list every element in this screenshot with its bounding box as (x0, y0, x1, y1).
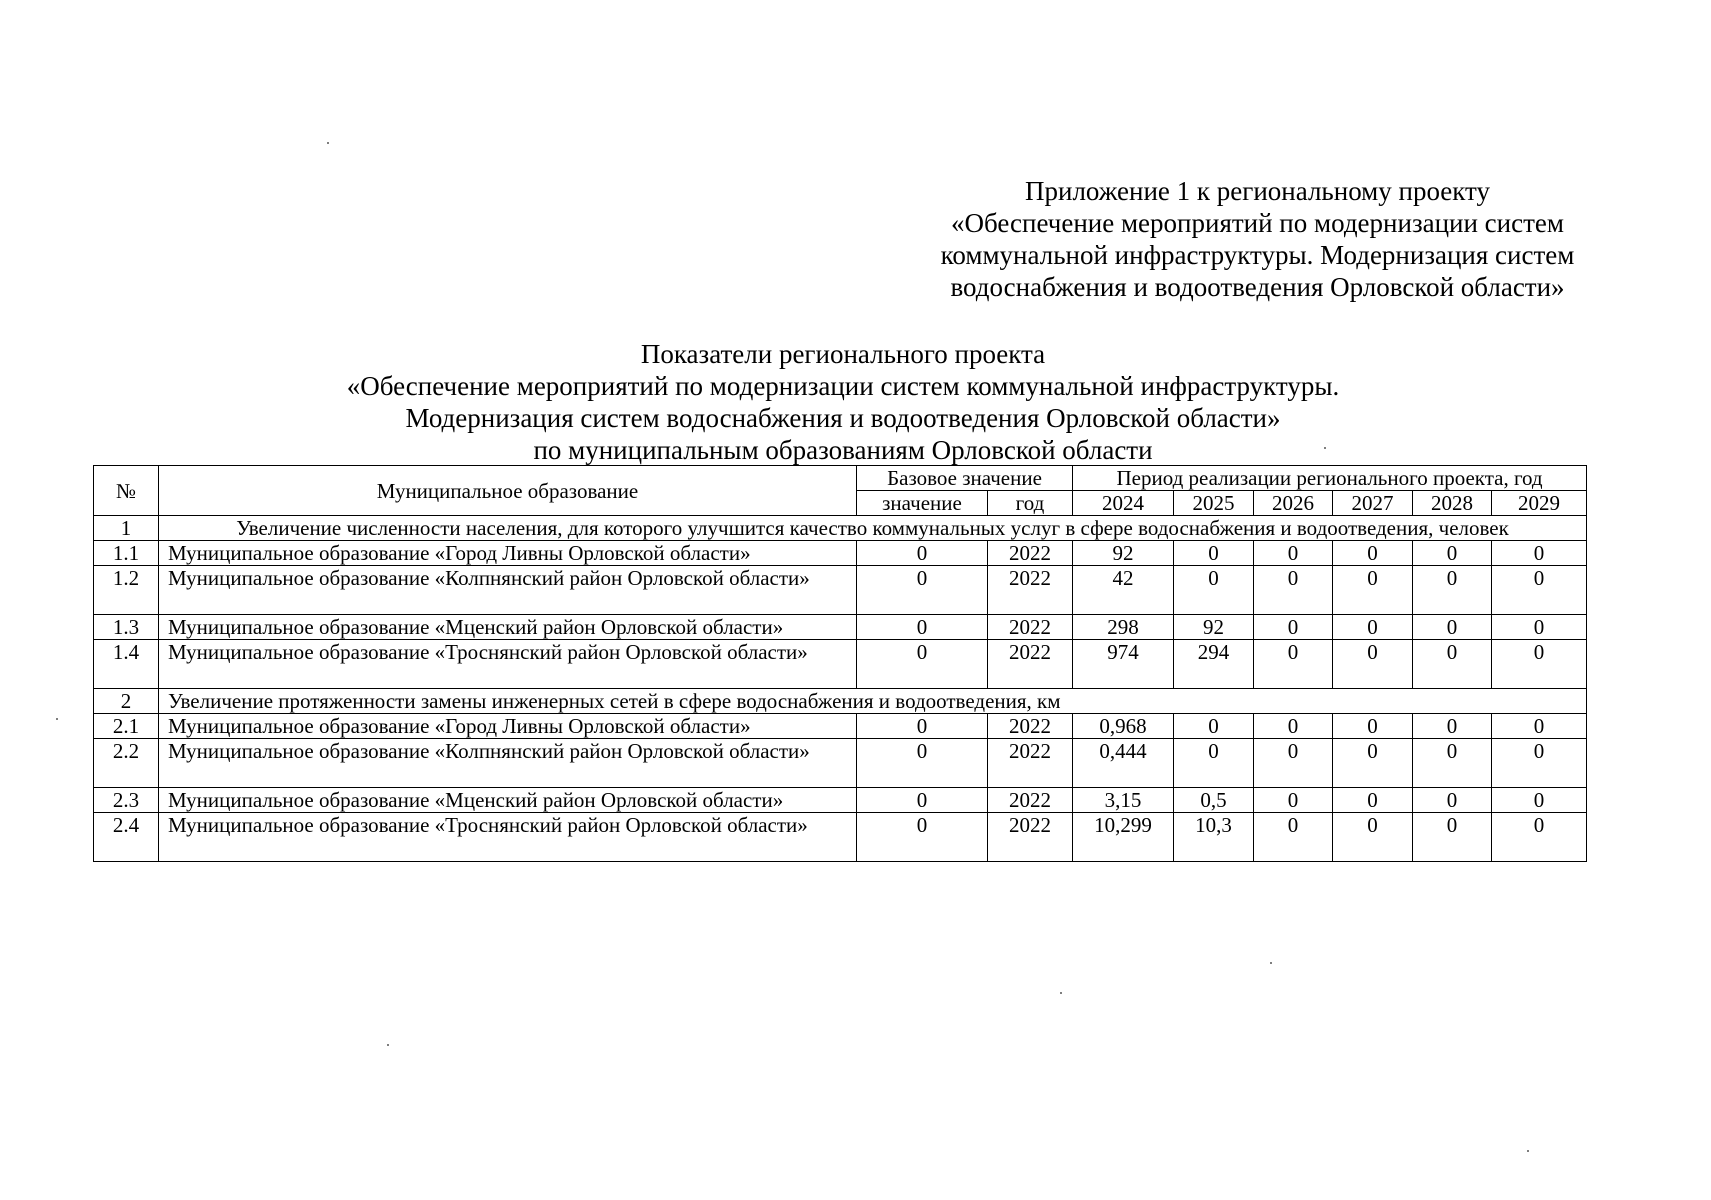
row-value-2027: 0 (1333, 739, 1413, 788)
section-num: 2 (94, 689, 159, 714)
row-value-2025: 10,3 (1174, 813, 1254, 862)
row-municipality: Муниципальное образование «Мценский район Орловской области» (159, 615, 857, 640)
row-num: 1.4 (94, 640, 159, 689)
row-value-2024: 0,968 (1073, 714, 1174, 739)
scan-speck (1060, 992, 1062, 994)
row-value-2024: 92 (1073, 541, 1174, 566)
row-value-2027: 0 (1333, 640, 1413, 689)
table-row (94, 566, 1587, 615)
row-value-2025: 0,5 (1174, 788, 1254, 813)
title-line: по муниципальным образованиям Орловской области (533, 435, 1153, 465)
row-value-2025: 0 (1174, 541, 1254, 566)
row-value-2025: 0 (1174, 714, 1254, 739)
row-base-value: 0 (857, 739, 988, 788)
table-body (94, 516, 1587, 862)
row-base-year: 2022 (988, 813, 1073, 862)
document-title (93, 338, 1593, 466)
row-base-value: 0 (857, 788, 988, 813)
scan-speck (1527, 1150, 1529, 1152)
row-value-2028: 0 (1413, 615, 1492, 640)
row-value-2024: 0,444 (1073, 739, 1174, 788)
row-base-year: 2022 (988, 541, 1073, 566)
row-value-2028: 0 (1413, 541, 1492, 566)
row-value-2028: 0 (1413, 788, 1492, 813)
appendix-line: водоснабжения и водоотведения Орловской области» (950, 272, 1565, 302)
row-value-2027: 0 (1333, 714, 1413, 739)
header-year-2024: 2024 (1073, 491, 1174, 516)
row-value-2026: 0 (1254, 566, 1333, 615)
header-value: значение (857, 491, 988, 516)
row-base-year: 2022 (988, 640, 1073, 689)
row-value-2027: 0 (1333, 615, 1413, 640)
scan-speck (327, 142, 329, 144)
row-base-value: 0 (857, 566, 988, 615)
row-num: 2.3 (94, 788, 159, 813)
row-value-2024: 42 (1073, 566, 1174, 615)
row-value-2024: 974 (1073, 640, 1174, 689)
row-municipality: Муниципальное образование «Город Ливны Орловской области» (159, 714, 857, 739)
row-municipality: Муниципальное образование «Мценский район Орловской области» (159, 788, 857, 813)
table-row (94, 615, 1587, 640)
header-year-2027: 2027 (1333, 491, 1413, 516)
row-value-2025: 294 (1174, 640, 1254, 689)
row-value-2027: 0 (1333, 566, 1413, 615)
row-value-2029: 0 (1492, 541, 1587, 566)
scan-speck (56, 718, 58, 720)
row-base-value: 0 (857, 714, 988, 739)
header-period-group: Период реализации регионального проекта, год (1073, 466, 1587, 491)
section-row (94, 516, 1587, 541)
row-value-2024: 3,15 (1073, 788, 1174, 813)
table-header (94, 466, 1587, 516)
row-value-2026: 0 (1254, 813, 1333, 862)
header-year-2028: 2028 (1413, 491, 1492, 516)
row-value-2027: 0 (1333, 813, 1413, 862)
title-line: Показатели регионального проекта (640, 339, 1046, 369)
row-municipality: Муниципальное образование «Колпнянский район Орловской области» (159, 739, 857, 788)
row-value-2028: 0 (1413, 739, 1492, 788)
row-base-value: 0 (857, 615, 988, 640)
header-municipality: Муниципальное образование (159, 466, 857, 516)
row-num: 2.4 (94, 813, 159, 862)
table-row (94, 714, 1587, 739)
section-title: Увеличение численности населения, для которого улучшится качество коммунальных услуг в сфере водоснабжения и водоотведения, человек (159, 516, 1587, 541)
row-num: 1.2 (94, 566, 159, 615)
row-value-2024: 10,299 (1073, 813, 1174, 862)
row-base-year: 2022 (988, 566, 1073, 615)
row-base-value: 0 (857, 813, 988, 862)
row-num: 1.3 (94, 615, 159, 640)
header-year-2025: 2025 (1174, 491, 1254, 516)
scan-speck (1270, 962, 1272, 964)
row-value-2029: 0 (1492, 566, 1587, 615)
row-base-year: 2022 (988, 739, 1073, 788)
row-value-2024: 298 (1073, 615, 1174, 640)
table-row (94, 640, 1587, 689)
row-value-2029: 0 (1492, 640, 1587, 689)
header-base-group: Базовое значение (857, 466, 1073, 491)
row-value-2026: 0 (1254, 640, 1333, 689)
scan-speck (387, 1044, 389, 1046)
title-line: «Обеспечение мероприятий по модернизации систем коммунальной инфраструктуры. (346, 371, 1340, 401)
row-value-2028: 0 (1413, 813, 1492, 862)
row-value-2026: 0 (1254, 615, 1333, 640)
header-year: год (988, 491, 1073, 516)
row-value-2029: 0 (1492, 714, 1587, 739)
row-num: 2.2 (94, 739, 159, 788)
header-year-2029: 2029 (1492, 491, 1587, 516)
row-value-2025: 0 (1174, 739, 1254, 788)
scan-speck (1324, 447, 1326, 449)
row-value-2026: 0 (1254, 739, 1333, 788)
row-value-2027: 0 (1333, 541, 1413, 566)
row-value-2028: 0 (1413, 714, 1492, 739)
row-value-2029: 0 (1492, 813, 1587, 862)
appendix-note (865, 175, 1650, 303)
table-row (94, 541, 1587, 566)
row-base-year: 2022 (988, 788, 1073, 813)
row-value-2029: 0 (1492, 788, 1587, 813)
row-value-2029: 0 (1492, 739, 1587, 788)
header-num: № (94, 466, 159, 516)
row-value-2025: 92 (1174, 615, 1254, 640)
appendix-line: коммунальной инфраструктуры. Модернизация систем (940, 240, 1575, 270)
row-base-value: 0 (857, 640, 988, 689)
row-value-2029: 0 (1492, 615, 1587, 640)
row-municipality: Муниципальное образование «Колпнянский район Орловской области» (159, 566, 857, 615)
row-value-2026: 0 (1254, 541, 1333, 566)
row-value-2027: 0 (1333, 788, 1413, 813)
appendix-line: Приложение 1 к региональному проекту (1025, 176, 1490, 206)
table-row (94, 813, 1587, 862)
title-line: Модернизация систем водоснабжения и водоотведения Орловской области» (405, 403, 1281, 433)
row-municipality: Муниципальное образование «Троснянский район Орловской области» (159, 813, 857, 862)
row-num: 1.1 (94, 541, 159, 566)
row-municipality: Муниципальное образование «Город Ливны Орловской области» (159, 541, 857, 566)
row-value-2028: 0 (1413, 566, 1492, 615)
section-row (94, 689, 1587, 714)
table-row (94, 739, 1587, 788)
row-value-2025: 0 (1174, 566, 1254, 615)
row-value-2026: 0 (1254, 714, 1333, 739)
section-num: 1 (94, 516, 159, 541)
row-base-year: 2022 (988, 714, 1073, 739)
row-num: 2.1 (94, 714, 159, 739)
row-municipality: Муниципальное образование «Троснянский район Орловской области» (159, 640, 857, 689)
row-base-year: 2022 (988, 615, 1073, 640)
table-row (94, 788, 1587, 813)
row-value-2028: 0 (1413, 640, 1492, 689)
appendix-line: «Обеспечение мероприятий по модернизации систем (951, 208, 1564, 238)
row-value-2026: 0 (1254, 788, 1333, 813)
indicators-table (93, 465, 1587, 862)
row-base-value: 0 (857, 541, 988, 566)
header-year-2026: 2026 (1254, 491, 1333, 516)
section-title: Увеличение протяженности замены инженерных сетей в сфере водоснабжения и водоотведения, км (159, 689, 1587, 714)
